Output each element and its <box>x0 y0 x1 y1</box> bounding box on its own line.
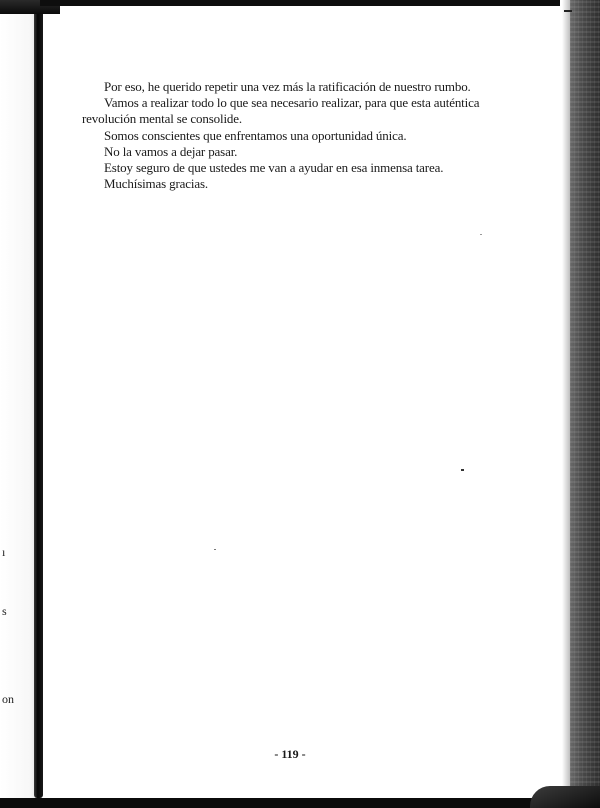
book-binding <box>34 8 43 798</box>
right-shadow <box>562 0 570 808</box>
paragraph: Somos conscientes que enfrentamos una oportunidad única. <box>104 127 407 143</box>
scan-mark <box>564 10 572 12</box>
right-page-edge <box>570 0 600 808</box>
bottom-right-corner <box>530 786 600 808</box>
top-page-edge <box>40 0 560 6</box>
paragraph: Vamos a realizar todo lo que sea necesario realizar, para que esta auténtica revolución mental se consolide. <box>82 95 480 127</box>
paragraph: Estoy seguro de que ustedes me van a ayudar en esa inmensa tarea. <box>104 160 444 176</box>
bottom-page-edge <box>0 798 600 808</box>
scan-speck <box>480 234 482 235</box>
paragraph: Por eso, he querido repetir una vez más la ratificación de nuestro rumbo. <box>104 79 471 94</box>
margin-text-fragment: ı <box>2 545 6 559</box>
scan-speck <box>461 469 464 471</box>
margin-text-fragment: s <box>2 604 7 618</box>
paragraph: No la vamos a dejar pasar. <box>104 143 238 159</box>
body-text <box>82 79 482 192</box>
scan-speck <box>214 549 216 550</box>
paragraph: Muchísimas gracias. <box>104 176 209 192</box>
page-number: - 119 - <box>274 747 306 761</box>
margin-text-fragment: on <box>2 692 14 706</box>
